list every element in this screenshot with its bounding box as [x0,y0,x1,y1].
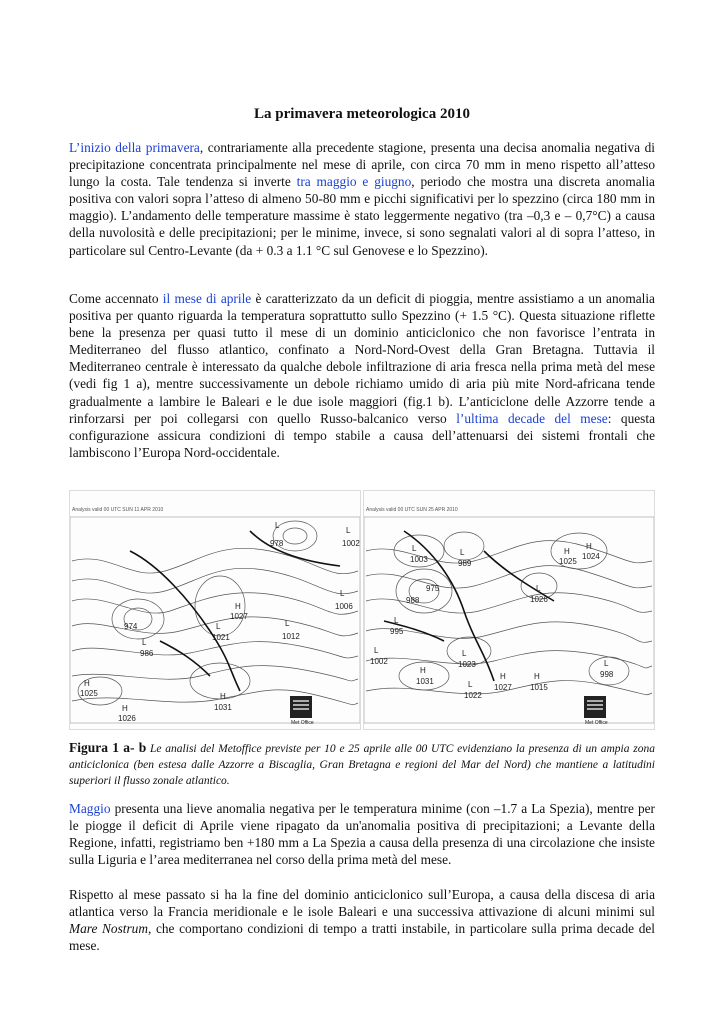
map-b-label: 1025 [559,557,577,566]
paragraph-text: , periodo che mostra una discreta anomalia positiva con valori sopra l’atteso di almeno 50-80 mm e picchi significativi per lo spezzino (circa 180 mm in maggio). L’andamento delle temperature massime è stato leggermente negativo (tra –0,3 e – 0,7°C) a causa della nuvolosità e delle precipitazioni; per le minime, invece, si sono segnalati valori al di sopra l’atteso, in particolare sul Centro-Levante (da + 0.3 a 1.1 °C sul Genovese e lo Spezzino). [69,174,655,258]
map-a-label: L [275,521,280,530]
mare-nostrum-emphasis: Mare Nostrum [69,921,148,937]
map-a-label: H [220,692,226,701]
map-b-label: 1003 [410,555,428,564]
map-b-label: L [374,646,379,655]
map-a-label: 978 [270,539,284,548]
map-a-label: 1006 [335,602,353,611]
map-b-label: L [536,584,541,593]
map-b-label: L [394,616,399,625]
paragraph-text: Rispetto al mese passato si ha la fine del dominio anticiclonico sull’Europa, a causa della discesa di aria atlantica verso la Francia meridionale e le isole Baleari e una successiva attivazione di alcuni minimi sul [69,887,655,920]
met-office-logo [290,696,314,726]
map-b-label: 1024 [582,552,600,561]
paragraph-text: presenta una lieve anomalia negativa per le temperatura minime (con –1.7 a La Spezia), mentre per le piogge il deficit di Aprile viene ripagato da un'anomalia positiva di precipitazioni; a Levante della Regione, infatti, registriamo ben +180 mm a La Spezia a causa della presenza di una circolazione che insiste sulla Liguria e l’area mediterranea nel corso della prima metà del mese. [69,801,655,868]
map-a-label: L [346,526,351,535]
highlight-may-june: tra maggio e giugno [296,174,412,190]
highlight-may: Maggio [69,801,111,816]
paragraph-may [69,800,655,868]
map-b-label: 995 [390,627,404,636]
map-b-label: H [586,542,592,551]
svg-text:Analysis valid 00 UTC SUN 25 A: Analysis valid 00 UTC SUN 25 APR 2010 [366,507,458,513]
svg-text:Met Office: Met Office [291,720,314,726]
map-a-label: 1012 [282,632,300,641]
map-a-label: L [340,589,345,598]
map-b-label: L [604,659,609,668]
map-b-label: 1022 [464,691,482,700]
map-b-label: 988 [406,596,420,605]
met-office-logo [584,696,608,726]
map-b-label: L [462,649,467,658]
paragraph-text: , che comportano condizioni di tempo a tratti instabile, in particolare sulla prima decade del mese. [69,921,655,954]
paragraph-comparison [69,886,655,954]
map-b-label: 998 [600,670,614,679]
weather-map-b [363,490,655,730]
paragraph-text: , contrariamente alla precedente stagione, presenta una decisa anomalia negativa di precipitazione concentrata principalmente nel mese di aprile, con circa 70 mm in meno rispetto all’atteso lungo la costa. Tale tendenza si inverte [69,140,655,190]
map-a-label: 1027 [230,612,248,621]
weather-map-a [69,490,361,730]
map-b-label: H [500,672,506,681]
map-a-label: H [122,704,128,713]
map-a-label: H [84,679,90,688]
map-b-label: 1023 [458,660,476,669]
map-b-label: 1031 [416,677,434,686]
map-a-label: 1026 [118,714,136,723]
map-a-label: 974 [124,622,138,631]
map-a-label: 986 [140,649,154,658]
map-a-label: H [235,602,241,611]
paragraph-text: Come accennato [69,291,163,306]
figure-caption [69,740,655,789]
caption-text: Le analisi del Metoffice previste per 10 e 25 aprile alle 00 UTC evidenziano la presenza di un ampia zona anticiclonica (ben estesa dalle Azzorre a Biscaglia, Gran Bretagna e regioni del Mar del Nord) che mantiene a latitudini superiori il flusso zonale atlantico. [69,743,655,787]
map-a-label: 1031 [214,703,232,712]
paragraph-text: è caratterizzato da un deficit di pioggia, mentre assistiamo a un anomalia positiva per quanto riguarda la temperatura soprattutto sullo Spezzino (+ 1.5 °C). Questa situazione riflette bene la presenza per quasi tutto il mese di un dominio anticiclonico che non favorisce l’entrata in Mediterraneo del flusso atlantico, confinato a Nord-Nord-Ovest della Gran Bretagna. Tuttavia il Mediterraneo centrale è interessato da qualche debole infiltrazione di aria fresca nella prima metà del mese (vedi fig 1 a), mentre successivamente un debole richiamo umido di aria più mite Nord-africana tende gradualmente a lambire le Baleari e le due isole maggiori (fig.1 b). L’anticiclone delle Azzorre tende a rinforzarsi per poi collegarsi con quello Russo-balcanico verso [69,291,655,426]
highlight-spring: L’inizio della primavera [69,140,200,155]
svg-text:Met Office: Met Office [585,720,608,726]
map-a-label: 1025 [80,689,98,698]
map-b-label: H [534,672,540,681]
map-b-label: H [420,666,426,675]
map-a-label: L [216,622,221,631]
map-a-label: 1021 [212,633,230,642]
map-b-label: L [460,548,465,557]
map-a-label: 1002 [342,539,360,548]
highlight-april: il mese di aprile [162,291,252,306]
map-b-label: L [468,680,473,689]
paragraph-intro [69,139,655,259]
map-b-label: 1015 [530,683,548,692]
map-b-label: 1026 [530,595,548,604]
page-title: La primavera meteorologica 2010 [254,106,470,122]
map-a-label: L [285,619,290,628]
map-b-label: 989 [458,559,472,568]
map-b-label: L [412,544,417,553]
highlight-last-decade: l’ultima decade del mese [456,410,608,426]
map-a-chart [70,491,360,729]
map-b-label: 1002 [370,657,388,666]
figure-maps [69,490,655,730]
map-b-label: H [564,547,570,556]
paragraph-april [69,290,655,461]
paragraph-text: : questa configurazione assicura condizioni di tempo stabile a causa dell’attenuarsi dei sistemi frontali che lambiscono l’Europa Nord-occidentale. [69,410,655,460]
map-b-chart [364,491,654,729]
map-b-label: 975 [426,584,440,593]
map-b-label: 1027 [494,683,512,692]
map-a-label: L [142,638,147,647]
figure-label: Figura 1 a- b [69,740,147,755]
svg-text:Analysis valid 00 UTC SUN 11 A: Analysis valid 00 UTC SUN 11 APR 2010 [72,507,164,513]
